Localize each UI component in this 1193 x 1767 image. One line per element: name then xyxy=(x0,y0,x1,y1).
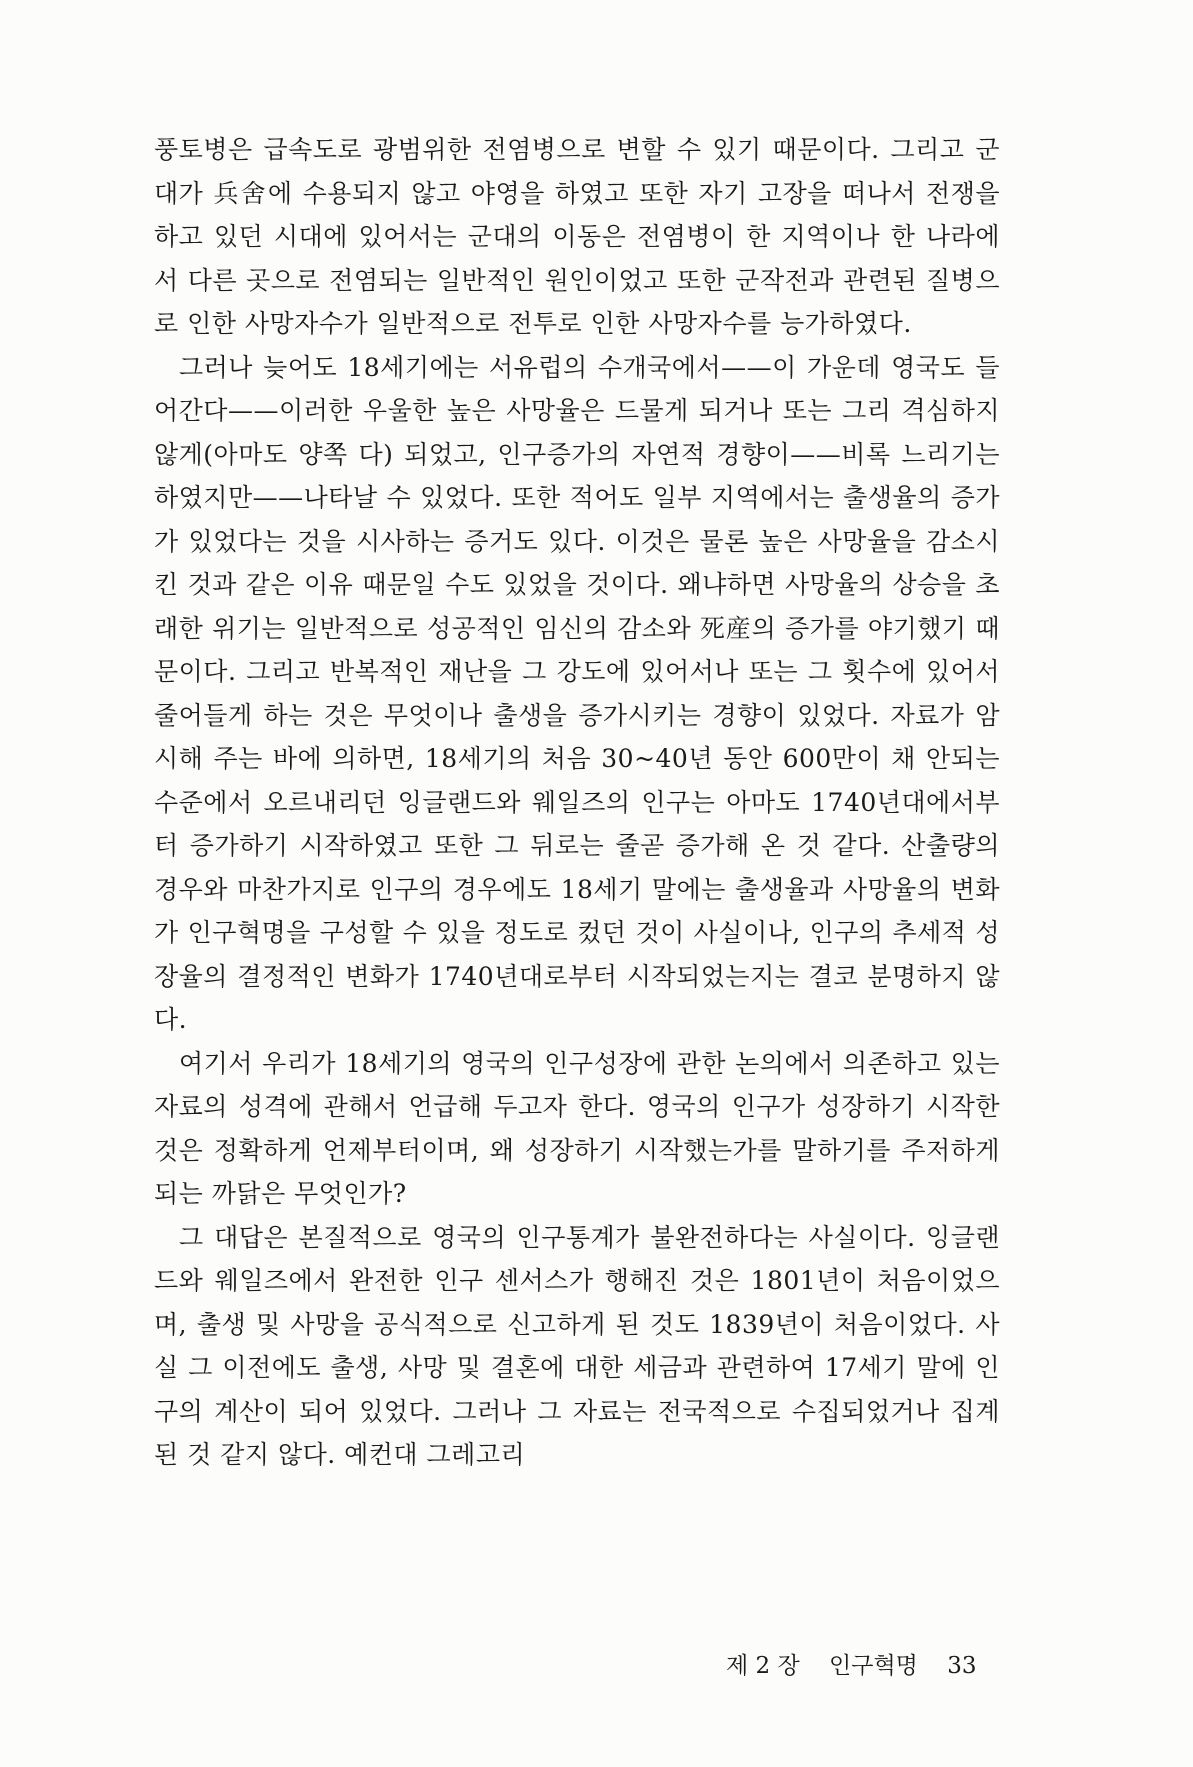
paragraph-2: 그러나 늦어도 18세기에는 서유럽의 수개국에서——이 가운데 영국도 들어간다——이러한 우울한 높은 사망율은 드물게 되거나 또는 그리 격심하지 않게(아마도 양쪽 다) 되었고, 인구증가의 자연적 경향이——비록 느리기는 하였지만——나타날 수 있었다. 또한 적어도 일부 지역에서는 출생율의 증가가 있었다는 것을 시사하는 증거도 있다. 이것은 물론 높은 사망율을 감소시킨 것과 같은 이유 때문일 수도 있었을 것이다. 왜냐하면 사망율의 상승을 초래한 위기는 일반적으로 성공적인 임신의 감소와 死産의 증가를 야기했기 때문이다. 그리고 반복적인 재난을 그 강도에 있어서나 또는 그 횟수에 있어서 줄어들게 하는 것은 무엇이나 출생을 증가시키는 경향이 있었다. 자료가 암시해 주는 바에 의하면, 18세기의 처음 30~40년 동안 600만이 채 안되는 수준에서 오르내리던 잉글랜드와 웨일즈의 인구는 아마도 1740년대에서부터 증가하기 시작하였고 또한 그 뒤로는 줄곧 증가해 온 것 같다. 산출량의 경우와 마찬가지로 인구의 경우에도 18세기 말에는 출생율과 사망율의 변화가 인구혁명을 구성할 수 있을 정도로 컸던 것이 사실이나, 인구의 추세적 성장율의 결정적인 변화가 1740년대로부터 시작되었는지는 결코 분명하지 않다. xyxy=(154,352,1000,1034)
page-footer xyxy=(726,1647,1006,1680)
page-number: 33 xyxy=(947,1653,977,1679)
paragraph-4: 그 대답은 본질적으로 영국의 인구통계가 불완전하다는 사실이다. 잉글랜드와 웨일즈에서 완전한 인구 센서스가 행해진 것은 1801년이 처음이었으며, 출생 및 사망을 공식적으로 신고하게 된 것도 1839년이 처음이었다. 사실 그 이전에도 출생, 사망 및 결혼에 대한 세금과 관련하여 17세기 말에 인구의 계산이 되어 있었다. 그러나 그 자료는 전국적으로 수집되었거나 집계된 것 같지 않다. 예컨대 그레고리 xyxy=(154,1222,1000,1469)
chapter-label: 제 2 장 xyxy=(726,1653,800,1679)
paragraph-1: 풍토병은 급속도로 광범위한 전염병으로 변할 수 있기 때문이다. 그리고 군대가 兵舍에 수용되지 않고 야영을 하였고 또한 자기 고장을 떠나서 전쟁을 하고 있던 시대에 있어서는 군대의 이동은 전염병이 한 지역이나 한 나라에서 다른 곳으로 전염되는 일반적인 원인이었고 또한 군작전과 관련된 질병으로 인한 사망자수가 일반적으로 전투로 인한 사망자수를 능가하였다. xyxy=(154,135,1000,338)
chapter-title: 인구혁명 xyxy=(829,1653,918,1679)
body-text xyxy=(154,128,1000,1477)
paragraph-3: 여기서 우리가 18세기의 영국의 인구성장에 관한 논의에서 의존하고 있는 자료의 성격에 관해서 언급해 두고자 한다. 영국의 인구가 성장하기 시작한 것은 정확하게 언제부터이며, 왜 성장하기 시작했는가를 말하기를 주저하게 되는 까닭은 무엇인가? xyxy=(154,1048,1000,1208)
